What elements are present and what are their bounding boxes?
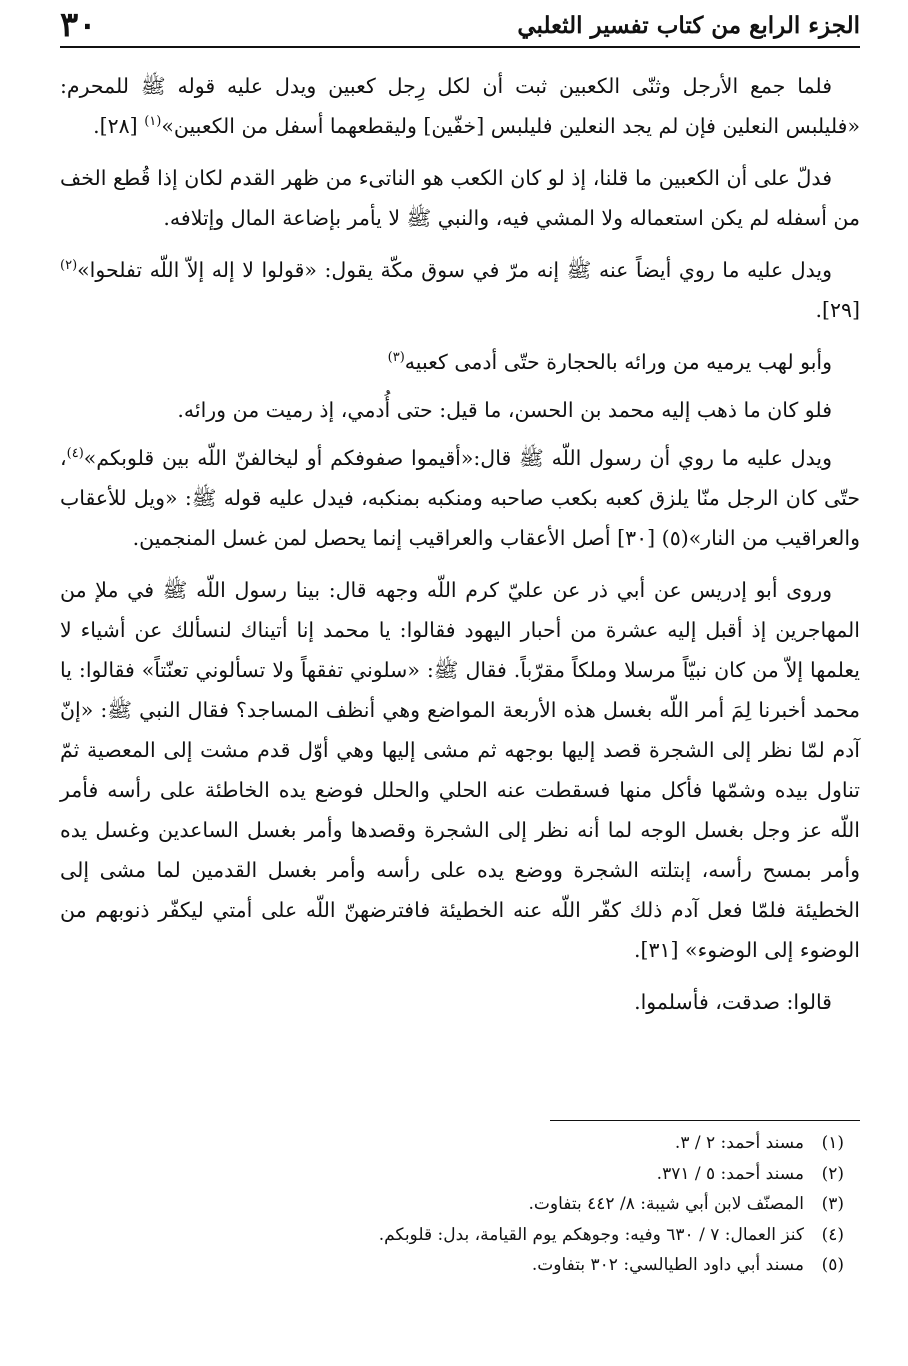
page-number: ٣٠ xyxy=(60,5,97,45)
paragraph: فلما جمع الأرجل وثنّى الكعبين ثبت أن لكل رِجل كعبين ويدل عليه قوله ﷺ للمحرم: «فليلبس النعلين فإن لم يجد النعلين فليلبس [خفّين] وليقطعهما أسفل من الكعبين»$^{(١)}$ [٢٨]. xyxy=(60,74,860,138)
footnote: (٤)كنز العمال: ٧ / ٦٣٠ وفيه: وجوهكم يوم القيامة، بدل: قلوبكم. xyxy=(378,1224,844,1245)
footnote-ref: (١) xyxy=(144,114,162,130)
footnote-ref: (٢) xyxy=(60,258,78,274)
paragraph: وروى أبو إدريس عن أبي ذر عن عليّ كرم اللّه وجهه قال: بينا رسول اللّه ﷺ في ملإ من المهاجرين إذ أقبل إليه عشرة من أحبار اليهود فقالوا: يا محمد إنا أتيناك لنسألك عن أشياء لا يعلمها إلاّ من كان نبيّاً مرسلا وملكاً مقرّباً. فقال ﷺ: «سلوني تفقهاً ولا تسألوني تعنّتاً» فقالوا: يا محمد أخبرنا لِمَ أمر اللّه بغسل هذه الأربعة المواضع وهي أنظف المساجد؟ فقال النبي ﷺ: «إنّ آدم لمّا نظر إلى الشجرة قصد إليها بوجهه ثم مشى إليها وهي أوّل قدم مشت إلى المعصية ثمّ تناول بيده وشمّها فأكل منها فسقطت عنه الحلي والحلل فوضع يده الخاطئة على رأسه فأمر اللّه عز وجل بغسل الوجه لما أنه نظر إلى الشجرة وقصدها وأمر بغسل الساعدين وغسل يده وأمر بمسح رأسه، إبتلته الشجرة ووضع يده على رأسه وأمر بغسل القدمين لما مشى إلى الخطيئة فلمّا فعل آدم ذلك كفّر اللّه عنه الخطيئة فافترضهنّ اللّه على أمتي ليكفّر ذنوبهم من الوضوء إلى الوضوء» [٣١]. xyxy=(60,578,860,962)
footnote-divider xyxy=(550,1120,860,1121)
paragraph: ويدل عليه ما روي أيضاً عنه ﷺ إنه مرّ في سوق مكّة يقول: «قولوا لا إله إلاّ اللّه تفلحوا»$^{(٢)}$ [٢٩]. xyxy=(60,258,860,322)
footnote-ref: (٣) xyxy=(387,350,405,366)
paragraph: قالوا: صدقت، فأسلموا. xyxy=(634,990,832,1014)
paragraph: فدلّ على أن الكعبين ما قلنا، إذ لو كان الكعب هو الناتىء من ظهر القدم لكان إذا قُطع الخف من أسفله لم يكن استعماله ولا المشي فيه، والنبي ﷺ لا يأمر بإضاعة المال وإتلافه. xyxy=(60,166,860,230)
main-text xyxy=(60,66,860,1034)
paragraph: فلو كان ما ذهب إليه محمد بن الحسن، ما قيل: حتى أُدمي، إذ رميت من ورائه. xyxy=(177,398,832,422)
page-header xyxy=(60,4,860,48)
footnote: (١)مسند أحمد: ٢ / ٣. xyxy=(674,1133,844,1153)
footnote: (٢)مسند أحمد: ٥ / ٣٧١. xyxy=(656,1163,844,1184)
paragraph: وأبو لهب يرميه من ورائه بالحجارة حتّى أدمى كعبيه$^{(٣)}$ xyxy=(387,350,832,374)
footnote-ref: (٤) xyxy=(66,446,84,462)
footnotes xyxy=(60,1128,860,1281)
running-title: الجزء الرابع من كتاب تفسير الثعلبي xyxy=(517,11,860,39)
paragraph: ويدل عليه ما روي أن رسول اللّه ﷺ قال:«أقيموا صفوفكم أو ليخالفنّ اللّه بين قلوبكم»$^{(٤)}$، حتّى كان الرجل منّا يلزق كعبه بكعب صاحبه ومنكبه بمنكبه، فيدل عليه قوله ﷺ: «ويل للأعقاب والعراقيب من النار»(٥) [٣٠] أصل الأعقاب والعراقيب إنما يحصل لمن غسل المنجمين. xyxy=(60,446,860,550)
footnote: (٣)المصنّف لابن أبي شيبة: ٨/ ٤٤٢ بتفاوت. xyxy=(528,1194,844,1214)
footnote: (٥)مسند أبي داود الطيالسي: ٣٠٢ بتفاوت. xyxy=(531,1255,844,1275)
